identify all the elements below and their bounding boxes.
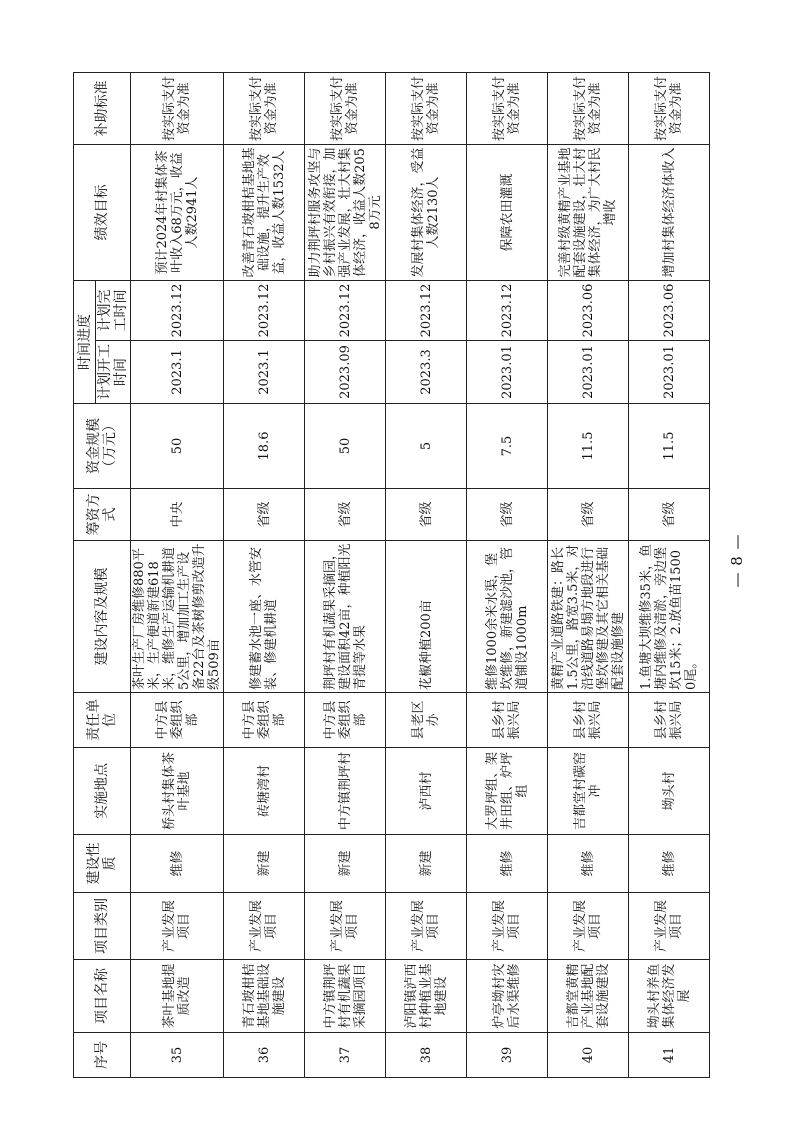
cell-unit: 县乡村振兴局 [467, 693, 548, 748]
cell-funding: 省级 [629, 489, 710, 541]
cell-amount: 11.5 [629, 404, 710, 489]
cell-name: 炉亭坳村灾后水渠维修 [467, 960, 548, 1033]
cell-nature: 新建 [386, 835, 467, 893]
cell-amount: 7.5 [467, 404, 548, 489]
cell-name: 坳头村养鱼集体经济发展 [629, 960, 710, 1033]
cell-end: 2023.12 [386, 281, 467, 341]
table-row [386, 73, 467, 1078]
cell-location: 中方镇荆坪村 [305, 748, 386, 835]
cell-end: 2023.06 [629, 281, 710, 341]
cell-name: 中方镇荆坪村有机蔬果采摘园项目 [305, 960, 386, 1033]
cell-content: 修建蓄水池一座、水管安装、修建机耕道 [224, 541, 305, 693]
table-row [305, 73, 386, 1078]
header-content: 建设内容及规模 [74, 541, 131, 693]
cell-standard: 按实际支付资金为准 [305, 73, 386, 145]
cell-goal: 发展村集体经济，受益人数2130人 [386, 145, 467, 281]
cell-seq: 40 [548, 1033, 629, 1078]
cell-nature: 维修 [629, 835, 710, 893]
cell-content: 花椒种植200亩 [386, 541, 467, 693]
cell-location: 吉都堂村碳窑冲 [548, 748, 629, 835]
cell-category: 产业发展项目 [305, 893, 386, 960]
cell-funding: 省级 [386, 489, 467, 541]
cell-nature: 新建 [224, 835, 305, 893]
cell-category: 产业发展项目 [224, 893, 305, 960]
cell-category: 产业发展项目 [548, 893, 629, 960]
table-row [224, 73, 305, 1078]
cell-amount: 50 [305, 404, 386, 489]
cell-location: 砖塘湾村 [224, 748, 305, 835]
cell-name: 泸阳镇泸西村种植业基地建设 [386, 960, 467, 1033]
header-seq: 序号 [74, 1033, 131, 1078]
header-unit: 责任单位 [74, 693, 131, 748]
cell-goal: 保障农田灌溉 [467, 145, 548, 281]
cell-seq: 36 [224, 1033, 305, 1078]
cell-nature: 维修 [548, 835, 629, 893]
cell-start: 2023.01 [548, 341, 629, 404]
cell-end: 2023.06 [548, 281, 629, 341]
cell-standard: 按实际支付资金为准 [467, 73, 548, 145]
cell-unit: 中方县委组织部 [131, 693, 224, 748]
cell-goal: 完善村级黄精产业基地配套设施建设，壮大村集体经济，为广大村民增收 [548, 145, 629, 281]
table-body [131, 73, 710, 1078]
cell-location: 大罗坪组、架井田组、炉坪组 [467, 748, 548, 835]
cell-category: 产业发展项目 [467, 893, 548, 960]
cell-funding: 中央 [131, 489, 224, 541]
cell-standard: 按实际支付资金为准 [629, 73, 710, 145]
cell-goal: 增加村集体经济体收入 [629, 145, 710, 281]
header-funding: 筹资方式 [74, 489, 131, 541]
header-end: 计划完工时间 [96, 281, 131, 341]
cell-start: 2023.09 [305, 341, 386, 404]
cell-start: 2023.3 [386, 341, 467, 404]
cell-funding: 省级 [548, 489, 629, 541]
header-category: 项目类别 [74, 893, 131, 960]
cell-start: 2023.1 [131, 341, 224, 404]
project-table [73, 72, 710, 1078]
table-row [131, 73, 224, 1078]
header-name: 项目名称 [74, 960, 131, 1033]
cell-start: 2023.1 [224, 341, 305, 404]
cell-name: 青石坡柑桔基地基础设施建设 [224, 960, 305, 1033]
table-row [548, 73, 629, 1078]
cell-amount: 11.5 [548, 404, 629, 489]
cell-funding: 省级 [467, 489, 548, 541]
cell-amount: 5 [386, 404, 467, 489]
cell-standard: 按实际支付资金为准 [386, 73, 467, 145]
cell-category: 产业发展项目 [629, 893, 710, 960]
cell-nature: 维修 [467, 835, 548, 893]
cell-goal: 改善青石坡柑桔基地基础设施，提升生产效益，收益人数1532人 [224, 145, 305, 281]
cell-nature: 新建 [305, 835, 386, 893]
header-schedule: 时间进度 [74, 281, 96, 404]
cell-amount: 50 [131, 404, 224, 489]
cell-end: 2023.12 [224, 281, 305, 341]
cell-standard: 按实际支付资金为准 [548, 73, 629, 145]
cell-end: 2023.12 [305, 281, 386, 341]
cell-content: 荆坪村有机蔬果采摘园，建设面积42亩，种植阳光青提等水果 [305, 541, 386, 693]
cell-seq: 38 [386, 1033, 467, 1078]
cell-end: 2023.12 [467, 281, 548, 341]
cell-category: 产业发展项目 [131, 893, 224, 960]
cell-unit: 中方县委组织部 [224, 693, 305, 748]
cell-amount: 18.6 [224, 404, 305, 489]
cell-content: 茶叶生产厂房维修880平米，生产便道新建618米，维修生产运输机耕道5公里，增加加工生产设备22台及茶树修剪改造升级509亩 [131, 541, 224, 693]
header-standard: 补助标准 [74, 73, 131, 145]
cell-content: 1.鱼塘大坝维修35米，鱼塘内维修及清淤，旁边堡坎15米；2.放鱼苗15000尾。 [629, 541, 710, 693]
header-amount: 资金规模（万元） [74, 404, 131, 489]
cell-name: 吉都堂黄精产业基地配套设施建设 [548, 960, 629, 1033]
cell-seq: 41 [629, 1033, 710, 1078]
cell-end: 2023.12 [131, 281, 224, 341]
cell-start: 2023.01 [629, 341, 710, 404]
cell-content: 黄精产业道路铁建：路长1.5公里，路宽3.5米，对沿线道路易塌方地段进行堡坎修建及其它相关基础配套设施修建 [548, 541, 629, 693]
cell-name: 茶叶基地提质改造 [131, 960, 224, 1033]
table-row [629, 73, 710, 1078]
header-goal: 绩效目标 [74, 145, 131, 281]
cell-seq: 37 [305, 1033, 386, 1078]
cell-unit: 县老区办 [386, 693, 467, 748]
cell-start: 2023.01 [467, 341, 548, 404]
cell-goal: 助力荆坪村服务攻坚与乡村振兴有效衔接，加强产业发展，壮大村集体经济，收益人数2058万元 [305, 145, 386, 281]
header-start: 计划开工时间 [96, 341, 131, 404]
cell-location: 坳头村 [629, 748, 710, 835]
header-location: 实施地点 [74, 748, 131, 835]
cell-funding: 省级 [305, 489, 386, 541]
cell-location: 桥头村集体茶叶基地 [131, 748, 224, 835]
header-nature: 建设性质 [74, 835, 131, 893]
cell-seq: 39 [467, 1033, 548, 1078]
cell-nature: 维修 [131, 835, 224, 893]
table-header [74, 73, 131, 1078]
cell-content: 维修1000余米水渠，堡坎维修，新建滤沙池，管道铺设1000m [467, 541, 548, 693]
cell-standard: 按实际支付资金为准 [224, 73, 305, 145]
cell-unit: 中方县委组织部 [305, 693, 386, 748]
cell-seq: 35 [131, 1033, 224, 1078]
cell-location: 泸西村 [386, 748, 467, 835]
cell-unit: 县乡村振兴局 [629, 693, 710, 748]
cell-standard: 按实际支付资金为准 [131, 73, 224, 145]
cell-goal: 预计2024年村集体茶叶收入68万元，收益人数2941人 [131, 145, 224, 281]
table-row [467, 73, 548, 1078]
cell-funding: 省级 [224, 489, 305, 541]
cell-unit: 县乡村振兴局 [548, 693, 629, 748]
cell-category: 产业发展项目 [386, 893, 467, 960]
page-number: — 8 — [728, 533, 746, 588]
